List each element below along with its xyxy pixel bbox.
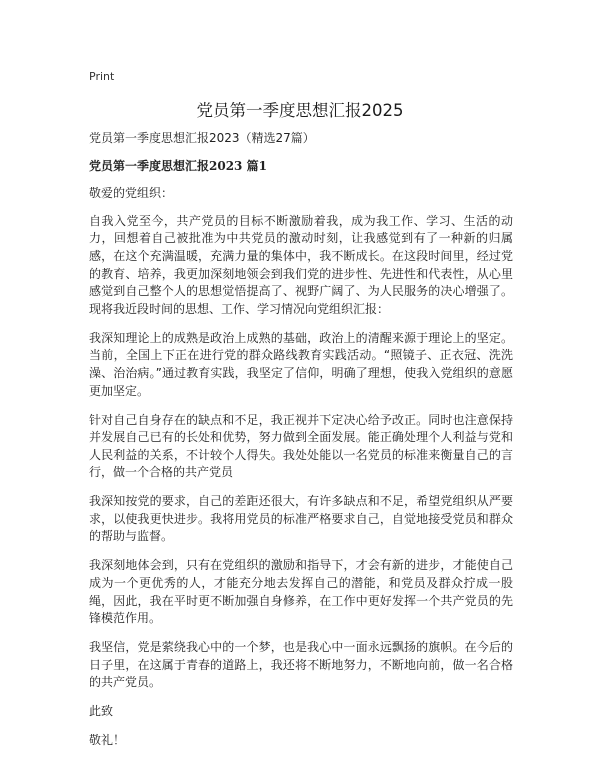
- paragraph-1: 自我入党至今，共产党员的目标不断激励着我，成为我工作、学习、生活的动力，回想着自己被批准为中共党员的激动时刻，让我感觉到有了一种新的归属感，在这个充满温暖，充满力量的集体中，我不断成长。在这段时间里，经过党的教育、培养，我更加深刻地领会到我们党的进步性、先进性和代表性，从心里感觉到自己整个人的思想觉悟提高了、视野广阔了、为人民服务的决心增强了。现将我近段时间的思想、工作、学习情况向党组织汇报：: [89, 213, 513, 316]
- print-link[interactable]: Print: [89, 70, 115, 83]
- closing-line-1: 此致: [89, 704, 114, 719]
- closing-line-2: 敬礼！: [89, 733, 126, 748]
- paragraph-2: 我深知理论上的成熟是政治上成熟的基础，政治上的清醒来源于理论上的坚定。当前，全国上下正在进行党的群众路线教育实践活动。“照镜子、正衣冠、洗洗澡、治治病。”通过教育实践，我坚定了信仰，明确了理想，使我入党组织的意愿更加坚定。: [89, 330, 513, 398]
- paragraph-4: 我深知按党的要求，自己的差距还很大，有许多缺点和不足，希望党组织从严要求，以使我更快进步。我将用党员的标准严格要求自己，自觉地接受党员和群众的帮助与监督。: [89, 494, 513, 544]
- paragraph-3: 针对自己自身存在的缺点和不足，我正视并下定决心给予改正。同时也注意保持并发展自己已有的长处和优势，努力做到全面发展。能正确处理个人利益与党和人民利益的关系，不计较个人得失。我处处能以一名党员的标准来衡量自己的言行，做一个合格的共产党员: [89, 412, 513, 480]
- page-title: 党员第一季度思想汇报2025: [196, 101, 404, 120]
- document-body: [89, 130, 513, 761]
- paragraph-6: 我坚信，党是萦绕我心中的一个梦，也是我心中一面永远飘扬的旗帜。在今后的日子里，在这属于青春的道路上，我还将不断地努力，不断地向前，做一名合格的共产党员。: [89, 640, 513, 690]
- document-subtitle: 党员第一季度思想汇报2023（精选27篇）: [89, 131, 315, 145]
- salutation: 敬爱的党组织：: [89, 186, 174, 201]
- section-heading: 党员第一季度思想汇报2023 篇1: [89, 158, 267, 173]
- paragraph-5: 我深刻地体会到，只有在党组织的激励和指导下，才会有新的进步，才能使自己成为一个更优秀的人，才能充分地去发挥自己的潜能，和党员及群众拧成一股绳，因此，我在平时更不断加强自身修养，在工作中更好发挥一个共产党员的先锋模范作用。: [89, 558, 513, 626]
